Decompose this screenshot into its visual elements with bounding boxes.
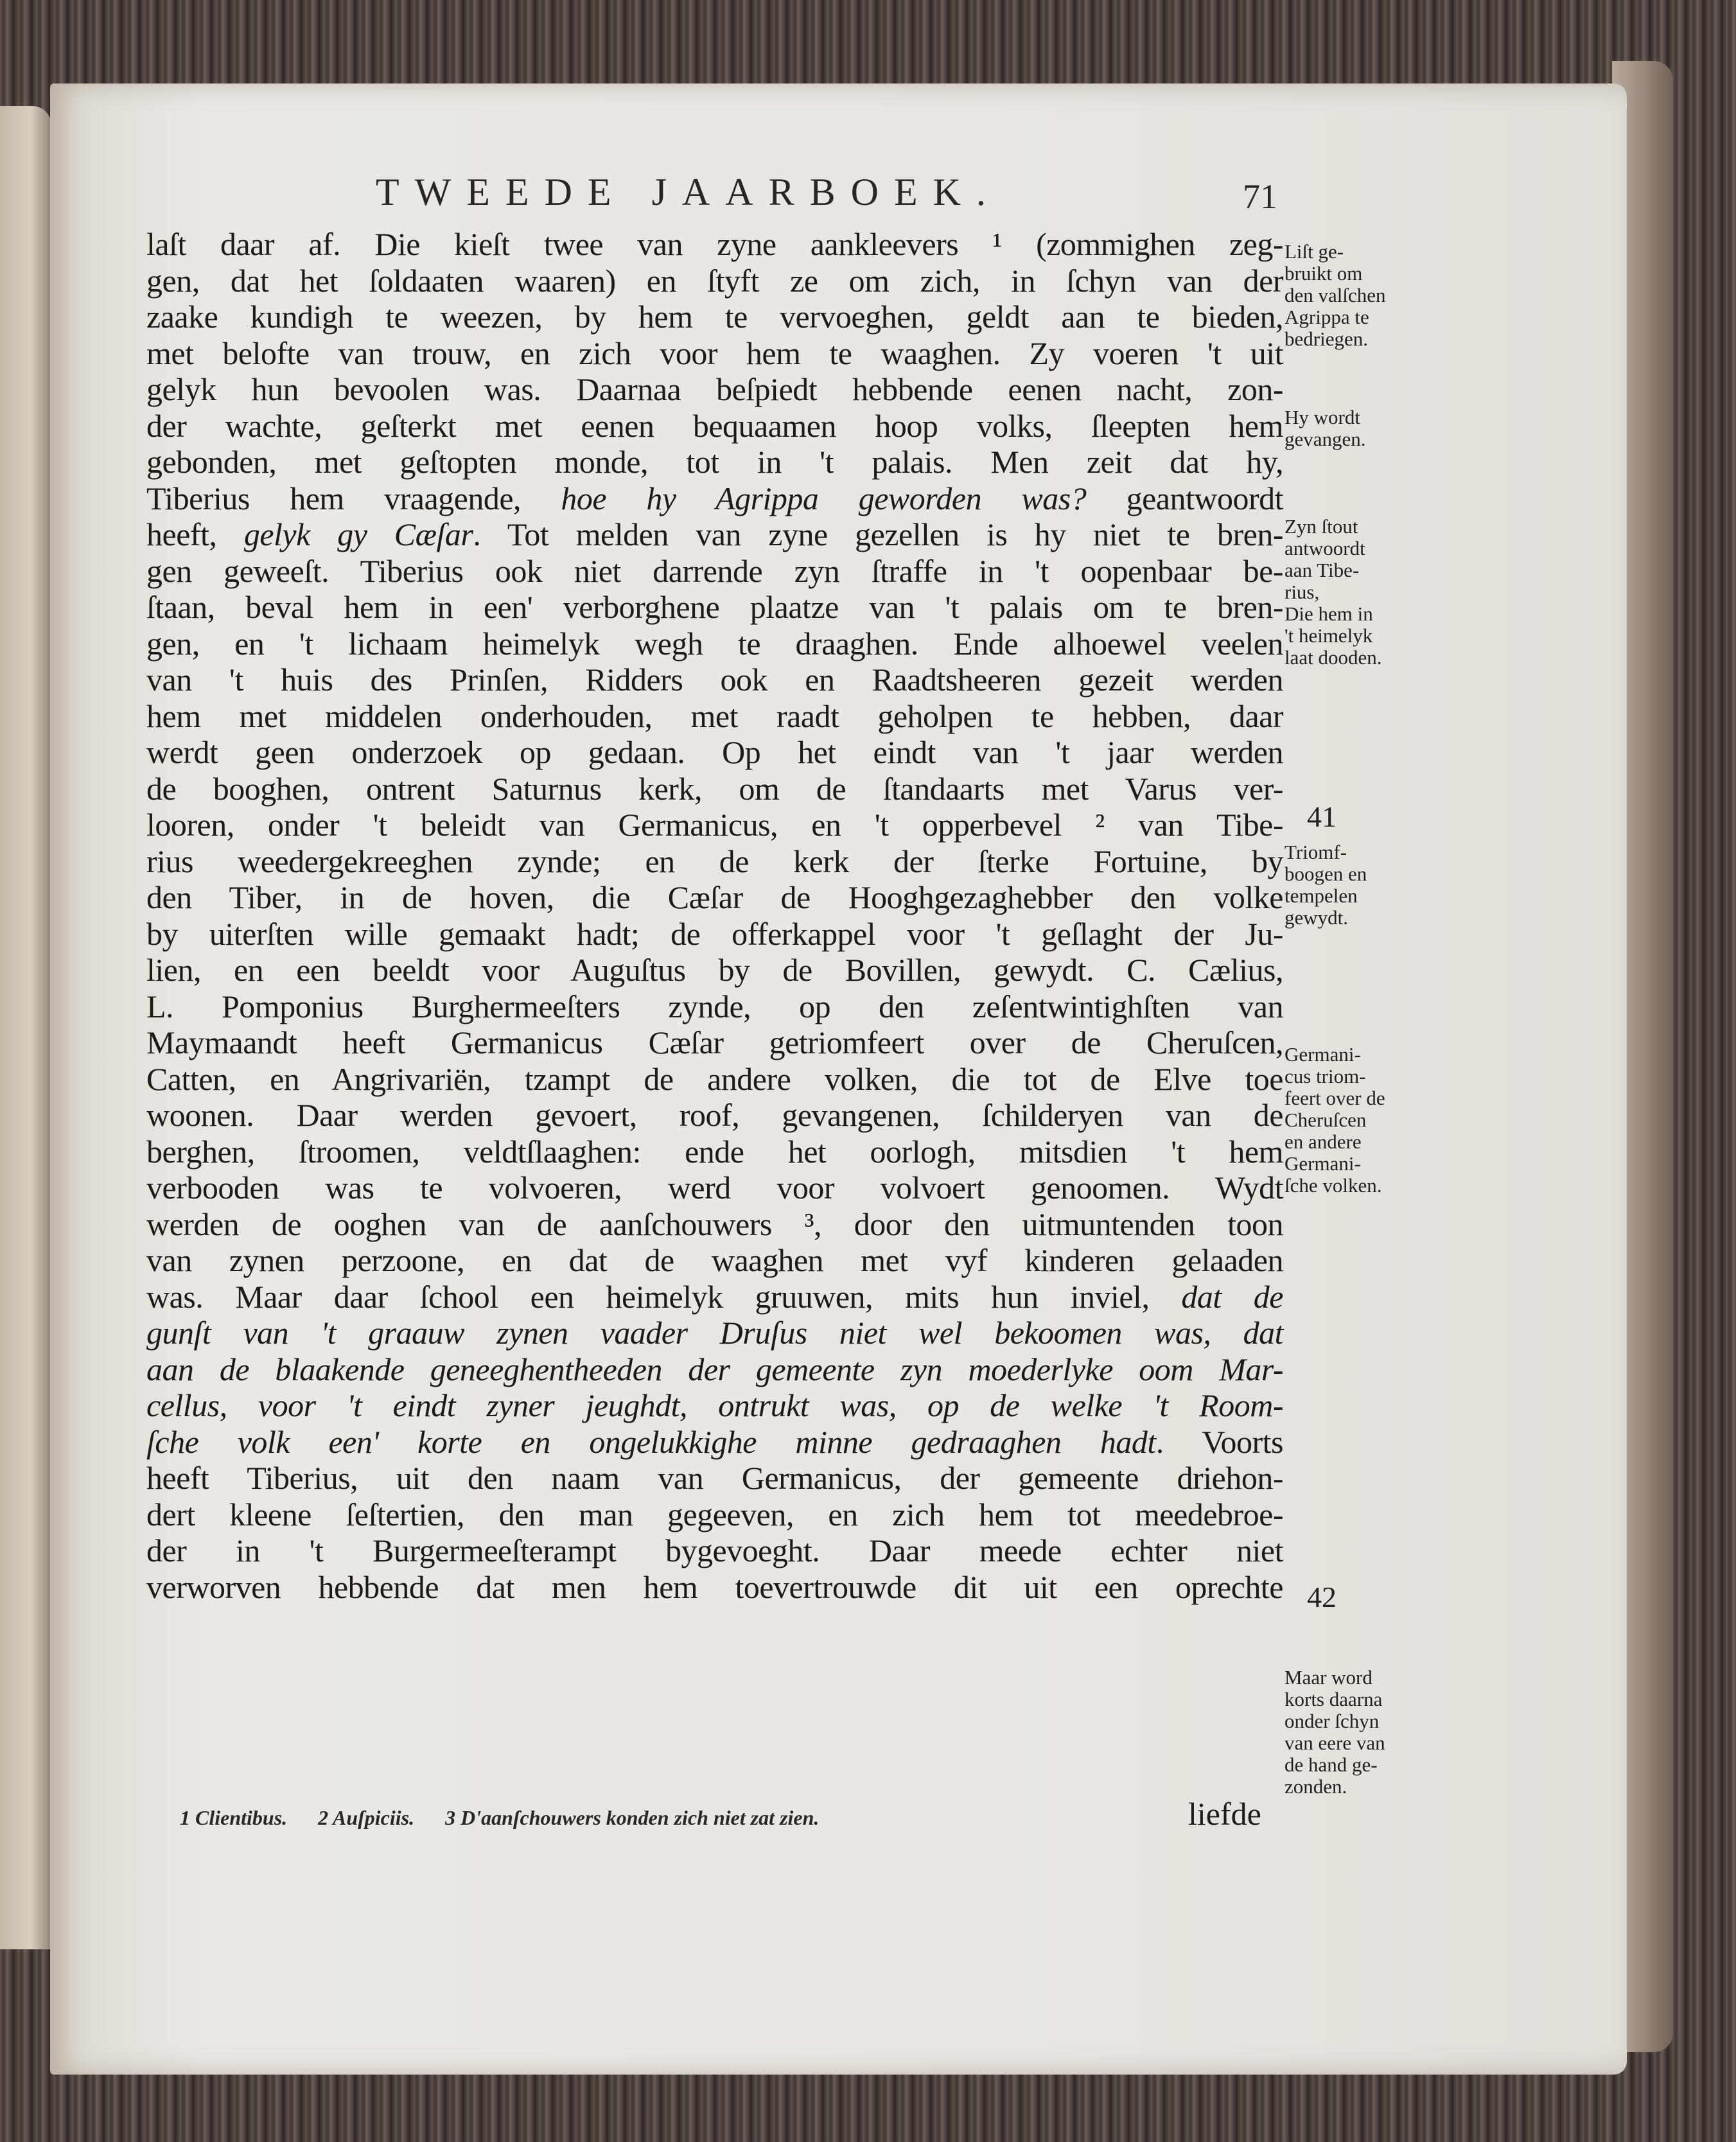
text-line: heeft Tiberius, uit den naam van Germanicus, der gemeente driehon- — [146, 1460, 1283, 1496]
margin-note-line: Hy wordt — [1284, 406, 1360, 428]
text-roman: . Tot melden van zyne gezellen is hy niet te bren- — [473, 516, 1283, 552]
text-italic: cellus, voor 't eindt zyner jeughdt, ontrukt was, op de welke 't Room- — [146, 1387, 1283, 1423]
margin-note-line: bruikt om — [1284, 262, 1363, 285]
text-roman: geantwoordt — [1086, 480, 1283, 516]
text-line: gen, dat het ſoldaaten waaren) en ſtyft ze om zich, in ſchyn van der — [146, 262, 1283, 299]
margin-note-line: den valſchen — [1284, 284, 1386, 306]
page-number: 71 — [1243, 177, 1277, 216]
margin-note-line: Triomf- — [1284, 841, 1347, 863]
text-italic: aan de blaakende geneeghentheeden der gemeente zyn moederlyke oom Mar- — [146, 1351, 1283, 1387]
text-line: van zynen perzoone, en dat de waaghen met vyf kinderen gelaaden — [146, 1242, 1283, 1278]
text-roman: Tiberius hem vraagende, — [146, 480, 561, 516]
text-line: rius weedergekreeghen zynde; en de kerk der ſterke Fortuine, by — [146, 843, 1283, 879]
text-line: verbooden was te volvoeren, werd voor volvoert genoomen. Wydt — [146, 1170, 1283, 1206]
text-line: gen, en 't lichaam heimelyk wegh te draaghen. Ende alhoewel veelen — [146, 625, 1283, 662]
text-line: gebonden, met geſtopten monde, tot in 't palais. Men zeit dat hy, — [146, 444, 1283, 480]
text-line: hem met middelen onderhouden, met raadt geholpen te hebben, daar — [146, 698, 1283, 734]
margin-note — [1284, 241, 1419, 350]
margin-note-line: laat dooden. — [1284, 646, 1382, 669]
margin-note-line: zonden. — [1284, 1775, 1347, 1798]
margin-note-line: antwoordt — [1284, 537, 1365, 559]
text-line: werdt geen onderzoek op gedaan. Op het eindt van 't jaar werden — [146, 734, 1283, 770]
text-line: ſtaan, beval hem in een' verborghene plaatze van 't palais om te bren- — [146, 589, 1283, 625]
text-line: L. Pomponius Burghermeeſters zynde, op den zeſentwintighſten van — [146, 988, 1283, 1024]
text-line: werden de ooghen van de aanſchouwers ³, door den uitmuntenden toon — [146, 1206, 1283, 1242]
text-line: dert kleene ſeſtertien, den man gegeeven, en zich hem tot meedebroe- — [146, 1496, 1283, 1532]
text-italic: ſche volk een' korte en ongelukkighe minne gedraaghen hadt — [146, 1423, 1156, 1460]
margin-note-line: bedriegen. — [1284, 328, 1368, 350]
text-line: berghen, ſtroomen, veldtſlaaghen: ende het oorlogh, mitsdien 't hem — [146, 1133, 1283, 1170]
text-italic: hoe hy Agrippa geworden was? — [561, 480, 1087, 516]
body-text — [146, 226, 1283, 1605]
section-number: 41 — [1307, 800, 1337, 833]
footnote-2: 2 Auſpiciis. — [318, 1806, 415, 1829]
margin-note-line: Agrippa te — [1284, 306, 1369, 328]
text-line: gen geweeſt. Tiberius ook niet darrende zyn ſtraffe in 't oopenbaar be- — [146, 552, 1283, 589]
text-roman: . Voorts — [1155, 1423, 1283, 1460]
margin-note — [1284, 407, 1419, 450]
text-line: laſt daar af. Die kieſt twee van zyne aankleevers ¹ (zommighen zeg- — [146, 226, 1283, 262]
text-line: met belofte van trouw, en zich voor hem te waaghen. Zy voeren 't uit — [146, 335, 1283, 371]
margin-note-line: boogen en — [1284, 863, 1367, 885]
text-line: looren, onder 't beleidt van Germanicus, en 't opperbevel ² van Tibe- — [146, 807, 1283, 843]
text-line: by uiterſten wille gemaakt hadt; de offerkappel voor 't geſlaght der Ju- — [146, 915, 1283, 952]
text-line: lien, en een beeldt voor Auguſtus by de Bovillen, gewydt. C. Cælius, — [146, 952, 1283, 988]
text-line: de booghen, ontrent Saturnus kerk, om de ſtandaarts met Varus ver- — [146, 770, 1283, 807]
text-line — [146, 1279, 1283, 1315]
margin-note — [1284, 1667, 1419, 1798]
margin-note-line: de hand ge- — [1284, 1753, 1378, 1776]
text-line: zaake kundigh te weezen, by hem te vervoeghen, geldt aan te bieden, — [146, 299, 1283, 335]
margin-note-line: gevangen. — [1284, 428, 1366, 450]
margin-note-line: gewydt. — [1284, 906, 1349, 929]
margin-note-line: ſche volken. — [1284, 1174, 1382, 1197]
footnote-1: 1 Clientibus. — [180, 1806, 288, 1829]
text-line: woonen. Daar werden gevoert, roof, gevangenen, ſchilderyen van de — [146, 1097, 1283, 1133]
text-italic: gelyk gy Cæſar — [243, 516, 473, 552]
text-line — [146, 1315, 1283, 1351]
margin-note-line: Zyn ſtout — [1284, 515, 1358, 538]
text-line — [146, 1387, 1283, 1424]
text-line — [146, 1351, 1283, 1388]
section-number: 42 — [1307, 1581, 1337, 1613]
text-line: den Tiber, in de hoven, die Cæſar de Hooghgezaghebber den volke — [146, 879, 1283, 915]
margin-note-line: Germani- — [1284, 1152, 1361, 1175]
margin-note-line: onder ſchyn — [1284, 1710, 1380, 1732]
margin-note-line: tempelen — [1284, 884, 1358, 907]
margin-note-line: Cheruſcen — [1284, 1109, 1367, 1131]
text-line — [146, 516, 1283, 553]
text-line: Catten, en Angrivariën, tzampt de andere volken, die tot de Elve toe — [146, 1060, 1283, 1097]
text-line — [146, 1424, 1283, 1461]
margin-note-line: rius, — [1284, 581, 1320, 603]
footnotes — [180, 1806, 845, 1830]
text-italic: dat de — [1181, 1278, 1283, 1315]
footnote-3: 3 D'aanſchouwers konden zich niet zat zien. — [445, 1806, 820, 1829]
margin-note-line: feert over de — [1284, 1087, 1385, 1109]
margin-note — [1284, 1044, 1419, 1197]
margin-note-line: Germani- — [1284, 1043, 1361, 1066]
text-italic: gunſt van 't graauw zynen vaader Druſus niet wel bekoomen was, dat — [146, 1315, 1283, 1351]
margin-note-line: korts daarna — [1284, 1688, 1383, 1710]
catchword: liefde — [1188, 1796, 1261, 1832]
facing-page-edge — [0, 106, 51, 1949]
margin-note-line: Liſt ge- — [1284, 240, 1344, 263]
text-line — [146, 480, 1283, 517]
margin-note — [1284, 516, 1419, 669]
text-line: van 't huis des Prinſen, Ridders ook en Raadtsheeren gezeit werden — [146, 662, 1283, 698]
margin-note-line: cus triom- — [1284, 1065, 1366, 1087]
margin-note-line: Die hem in — [1284, 602, 1373, 625]
text-roman: was. Maar daar ſchool een heimelyk gruuwen, mits hun inviel, — [146, 1278, 1182, 1315]
text-line: gelyk hun bevoolen was. Daarnaa beſpiedt hebbende eenen nacht, zon- — [146, 371, 1283, 407]
text-line: verworven hebbende dat men hem toevertrouwde dit uit een oprechte — [146, 1568, 1283, 1605]
margin-note-line: Maar word — [1284, 1666, 1372, 1689]
margin-note — [1284, 841, 1419, 929]
margin-note-line: van eere van — [1284, 1732, 1385, 1754]
margin-note-line: aan Tibe- — [1284, 559, 1360, 581]
text-roman: heeft, — [146, 516, 244, 552]
running-head: TWEEDE JAARBOEK. — [376, 171, 1001, 213]
text-line: Maymaandt heeft Germanicus Cæſar getriomfeert over de Cheruſcen, — [146, 1024, 1283, 1060]
margin-note-line: en andere — [1284, 1130, 1362, 1153]
text-line: der in 't Burgermeeſterampt bygevoeght. Daar meede echter niet — [146, 1532, 1283, 1568]
text-line: der wachte, geſterkt met eenen bequaamen hoop volks, ſleepten hem — [146, 407, 1283, 444]
margin-note-line: 't heimelyk — [1284, 624, 1373, 647]
